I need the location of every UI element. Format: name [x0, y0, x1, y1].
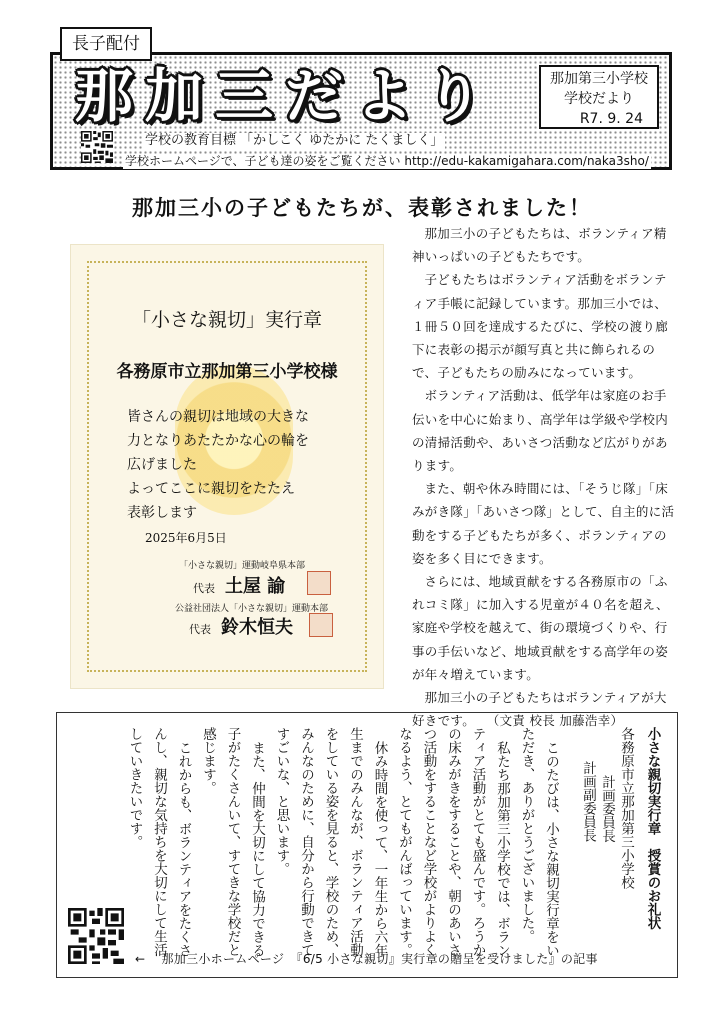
thank-you-letter-signature: [578, 727, 635, 967]
certificate-body: [127, 405, 309, 525]
headline: 那加三小の子どもたちが、表彰されました！: [132, 196, 592, 220]
article-author: （文責 校長 加藤浩幸）: [493, 713, 624, 729]
certificate-line: 広げました: [127, 457, 197, 473]
newsletter-name: 学校だより: [564, 91, 634, 107]
letter-paragraph: 私たち那加第三小学校では、ボランティア活動がとても盛んです。ろうかの床みがきをすることや、朝のあいさつ活動をすることなど学校がよりよくなるよう、とてもがんばっています。: [396, 727, 510, 957]
certificate-org-1: 「小さな親切」運動岐阜県本部: [179, 561, 306, 571]
footer-text: 那加三小ホームページ 『6/5 小さな親切』実行章の贈呈を受けました』の記事: [161, 952, 598, 966]
distribution-badge: 長子配付: [60, 27, 152, 61]
certificate-line: よってここに親切をたたえ: [127, 481, 295, 497]
homepage-notice: 学校ホームページで、子ども達の姿をご覧ください http://edu-kakamigahara.com/naka3sho/: [125, 154, 649, 168]
school-info-box: [539, 65, 659, 129]
certificate-photo: [71, 245, 383, 688]
newsletter-title: 那加三だより: [75, 62, 496, 130]
certificate-rep-1: [193, 572, 285, 598]
qr-code-icon[interactable]: [68, 908, 124, 964]
letter-paragraph: このたびは、小さな親切実行章をいただき、ありがとうございました。: [518, 727, 559, 957]
rep-role: 代表: [189, 623, 211, 636]
signature-school: 各務原市立那加第三小学校: [618, 727, 634, 889]
issue-date: R7. 9. 24: [579, 111, 643, 127]
article-paragraph: 那加三小の子どもたちは、ボランティア精神いっぱいの子どもたちです。: [412, 226, 667, 265]
certificate-date: 2025年6月5日: [145, 531, 227, 545]
letter-paragraph: また、仲間を大切にして協力できる子がたくさんいて、すてきな学校だと感じます。: [200, 727, 265, 957]
certificate-line: 皆さんの親切は地域の大きな: [127, 409, 309, 425]
rep-role: 代表: [193, 582, 215, 595]
education-motto: 学校の教育目標 「かしこく ゆたかに たくましく」: [145, 133, 444, 148]
certificate-recipient: 各務原市立那加第三小学校様: [116, 362, 338, 382]
letter-paragraph: これからも、ボランティアをたくさんし、親切な気持ちを大切にして生活していきたいです。: [126, 727, 192, 957]
signature-signer-2: 計画副委員長: [580, 761, 596, 842]
rep-name: 鈴木恒夫: [221, 617, 293, 638]
seal-stamp-icon: [309, 613, 333, 637]
certificate-title: 「小さな親切」実行章: [131, 309, 322, 331]
article-paragraph: 子どもたちはボランティア活動をボランティア手帳に記録しています。那加三小では、１冊５０回を達成するたびに、学校の渡り廊下に表彰の掲示が顔写真と共に飾られるので、子どもたちの励みになっています。: [412, 272, 669, 381]
qr-code-icon: [81, 131, 113, 163]
letter-paragraph: 休み時間を使って、一年生から六年生までのみんなが、ボランティア活動をしている姿を見ると、学校のため、みんなのために、自分から行動できてすごいな、と思います。: [273, 727, 388, 957]
masthead: [50, 52, 672, 170]
rep-name: 土屋 諭: [225, 576, 286, 597]
footer-link-text: [135, 950, 598, 967]
article-paragraph: ボランティア活動は、低学年は家庭のお手伝いを中心に始まり、高学年は学級や学校内の清掃活動や、あいさつ活動など広がりがあります。: [412, 388, 669, 474]
article: [412, 222, 677, 732]
certificate-line: 力となりあたたかな心の輪を: [127, 433, 309, 449]
thank-you-letter-body: [122, 727, 563, 962]
school-name: 那加第三小学校: [550, 71, 648, 87]
arrow-left-icon: ←: [135, 952, 146, 966]
article-paragraph: また、朝や休み時間には、「そうじ隊」「床みがき隊」「あいさつ隊」として、自主的に活動をする子どもたちが多く、ボランティアの姿を多く目にできます。: [412, 481, 675, 566]
article-paragraph: 那加三小の子どもたちはボランティアが大好きです。: [412, 690, 667, 729]
certificate-rep-2: [189, 613, 293, 639]
certificate-line: 表彰します: [127, 505, 197, 521]
certificate-org-2: 公益社団法人「小さな親切」運動本部: [175, 604, 329, 614]
article-paragraph: さらには、地域貢献をする各務原市の「ふれコミ隊」に加入する児童が４０名を超え、家庭や学校を越えて、街の環境づくりや、行事の手伝いなど、地域貢献をする高学年の姿が年々増えています。: [412, 574, 669, 682]
signature-signer-1: 計画委員長: [599, 775, 615, 843]
seal-stamp-icon: [307, 571, 331, 595]
thank-you-letter-title: 小さな親切実行章 授賞のお礼状: [644, 727, 661, 930]
